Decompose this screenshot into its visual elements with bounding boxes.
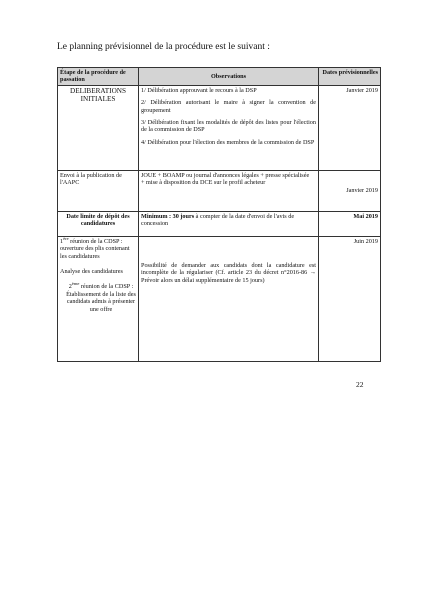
date-cell: Janvier 2019 [319, 85, 381, 170]
stage-step: Analyse des candidatures [60, 268, 123, 276]
observations-cell: Possibilité de demander aux candidats dont la candidature est incomplète de la régulariser (Cf. article 23 du décret n°2016-86 → Prévoir alors un délai supplémentaire de 15 jours) [139, 236, 319, 361]
table-row [58, 85, 381, 170]
header-observations: Observations [139, 68, 319, 86]
observation-item: JOUE + BOAMP ou journal d'annonces légales + presse spécialisée [141, 171, 310, 179]
table-row [58, 170, 381, 211]
header-stage: Étape de la procédure de passation [58, 68, 139, 86]
observation-item: 3/ Délibération fixant les modalités de dépôt des listes pour l'élection de la commission de DSP [141, 119, 316, 134]
observation-item: 2/ Délibération autorisant le maire à signer la convention de groupement [141, 99, 316, 114]
stage-aapc: Envoi à la publication de l'AAPC [58, 170, 139, 211]
stage-deadline: Date limite de dépôt des candidatures [58, 211, 139, 236]
observations-cell [139, 211, 319, 236]
stage-step: 2ème réunion de la CDSP : Établissement de la liste des candidats admis à présenter une offre [66, 281, 136, 313]
observation-item: 4/ Délibération pour l'élection des membres de la commission de DSP [141, 138, 315, 146]
minimum-days: Minimum : 30 jours [141, 212, 195, 220]
table-header-row [58, 68, 381, 86]
stage-cdsp [58, 236, 139, 361]
observation-item: + mise à disposition du DCE sur le profil acheteur [141, 179, 266, 187]
date-cell: Janvier 2019 [319, 170, 381, 211]
header-dates: Dates prévisionnelles [319, 68, 381, 86]
stage-deliberations: DELIBERATIONS INITIALES [58, 85, 139, 170]
page-number: 22 [356, 380, 364, 389]
date-cell: Mai 2019 [319, 211, 381, 236]
table-row [58, 236, 381, 361]
observation-item: 1/ Délibération approuvant le recours à la DSP [141, 86, 257, 94]
date-cell: Juin 2019 [319, 236, 381, 361]
observations-cell [139, 85, 319, 170]
planning-table [57, 67, 381, 362]
observations-cell [139, 170, 319, 211]
intro-text: Le planning prévisionnel de la procédure est le suivant : [57, 42, 270, 52]
table-row [58, 211, 381, 236]
observation-text: à compter de la date d'envoi de l'avis de concession [141, 212, 295, 228]
stage-step: 1ère réunion de la CDSP : ouverture des plis contenant les candidatures [60, 235, 130, 260]
